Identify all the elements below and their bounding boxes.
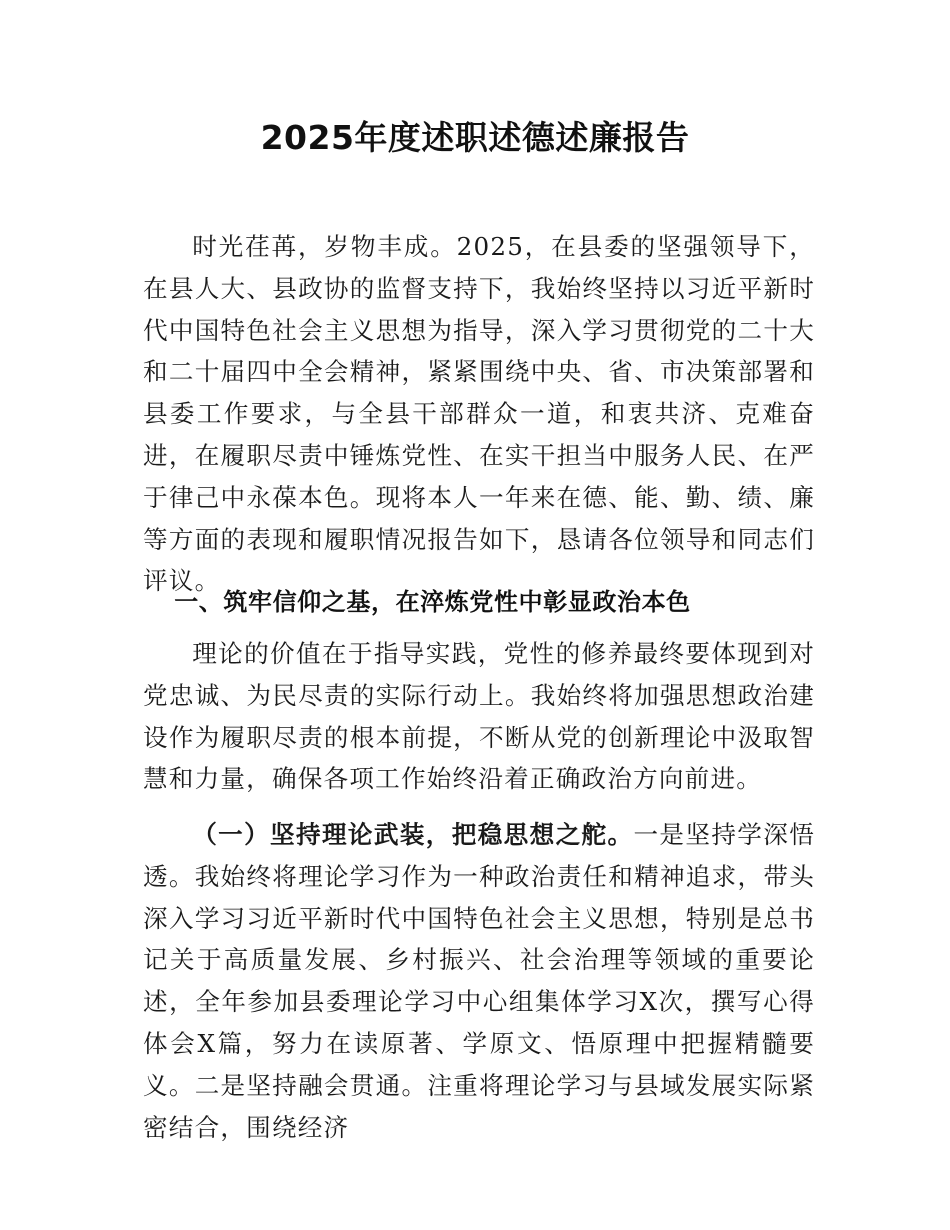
subsection-1-paragraph [143, 814, 815, 1148]
intro-paragraph: 时光荏苒，岁物丰成。2025，在县委的坚强领导下，在县人大、县政协的监督支持下，我始终坚持以习近平新时代中国特色社会主义思想为指导，深入学习贯彻党的二十大和二十届四中全会精神，紧紧围绕中央、省、市决策部署和县委工作要求，与全县干部群众一道，和衷共济、克难奋进，在履职尽责中锤炼党性、在实干担当中服务人民、在严于律己中永葆本色。现将本人一年来在德、能、勤、绩、廉等方面的表现和履职情况报告如下，恳请各位领导和同志们评议。 [143, 232, 815, 596]
section-1-paragraph: 理论的价值在于指导实践，党性的修养最终要体现到对党忠诚、为民尽责的实际行动上。我始终将加强思想政治建设作为履职尽责的根本前提，不断从党的创新理论中汲取智慧和力量，确保各项工作始终沿着正确政治方向前进。 [143, 639, 815, 794]
subsection-1-label: （一）坚持理论武装，把稳思想之舵。 [192, 820, 634, 849]
document-title: 2025年度述职述德述廉报告 [260, 118, 690, 157]
section-1-heading: 一、筑牢信仰之基，在淬炼党性中彰显政治本色 [174, 588, 691, 616]
subsection-1-text: 一是坚持学深悟透。我始终将理论学习作为一种政治责任和精神追求，带头深入学习习近平新时代中国特色社会主义思想，特别是总书记关于高质量发展、乡村振兴、社会治理等领域的重要论述，全年参加县委理论学习中心组集体学习X次，撰写心得体会X篇，努力在读原著、学原文、悟原理中把握精髓要义。二是坚持融会贯通。注重将理论学习与县域发展实际紧密结合，围绕经济 [143, 820, 816, 1142]
